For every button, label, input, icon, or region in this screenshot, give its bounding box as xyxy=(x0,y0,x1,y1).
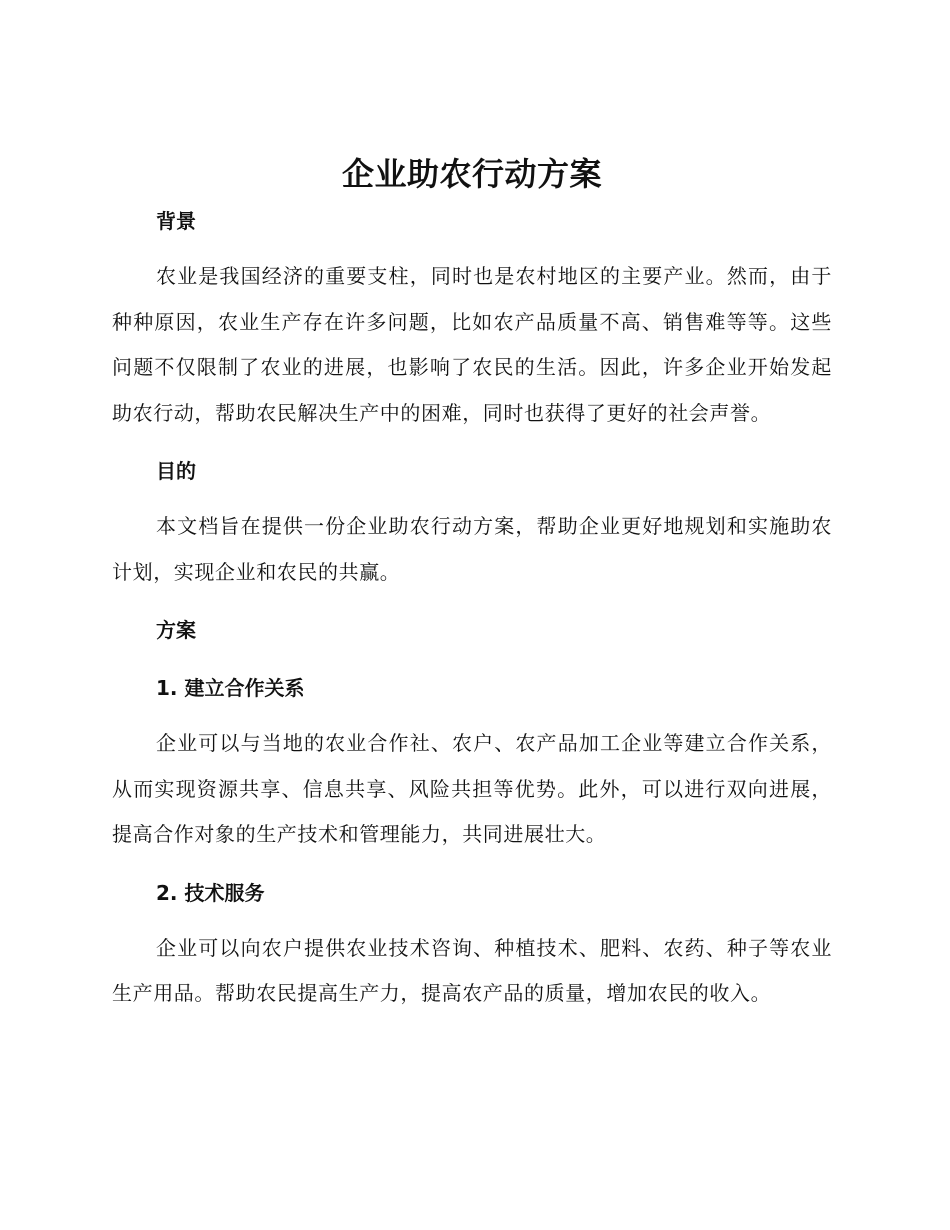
paragraph-purpose: 本文档旨在提供一份企业助农行动方案，帮助企业更好地规划和实施助农计划，实现企业和农民的共赢。 xyxy=(112,514,832,584)
document-page xyxy=(112,150,832,1017)
paragraph-tech-service: 企业可以向农户提供农业技术咨询、种植技术、肥料、农药、种子等农业生产用品。帮助农民提高生产力，提高农产品的质量，增加农民的收入。 xyxy=(112,935,832,1005)
section-heading-plan: 方案 xyxy=(156,618,196,642)
section-heading-purpose: 目的 xyxy=(156,459,196,483)
subsection-heading-cooperation: 1. 建立合作关系 xyxy=(156,676,305,700)
section-heading-background: 背景 xyxy=(156,209,196,233)
paragraph-background: 农业是我国经济的重要支柱，同时也是农村地区的主要产业。然而，由于种种原因，农业生产存在许多问题，比如农产品质量不高、销售难等等。这些问题不仅限制了农业的进展，也影响了农民的生活。因此，许多企业开始发起助农行动，帮助农民解决生产中的困难，同时也获得了更好的社会声誉。 xyxy=(112,264,832,425)
paragraph-cooperation: 企业可以与当地的农业合作社、农户、农产品加工企业等建立合作关系，从而实现资源共享、信息共享、风险共担等优势。此外，可以进行双向进展，提高合作对象的生产技术和管理能力，共同进展壮大。 xyxy=(112,731,832,846)
page-title: 企业助农行动方案 xyxy=(341,155,602,193)
subsection-heading-tech-service: 2. 技术服务 xyxy=(156,880,265,905)
